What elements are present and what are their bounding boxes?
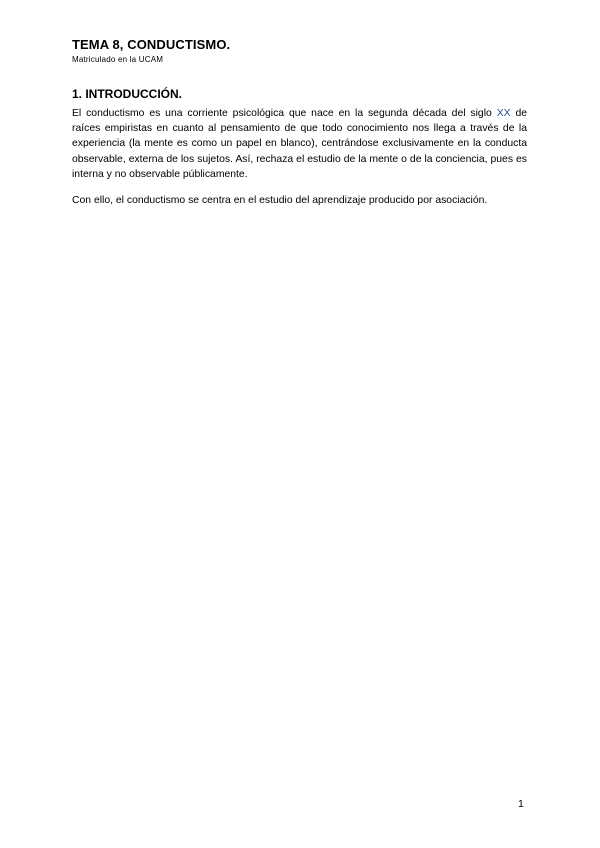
document-title: TEMA 8, CONDUCTISMO. (72, 37, 231, 52)
intro-paragraph-text-end: de raíces empiristas en cuanto al pensamiento de que todo conocimiento nos llega a través de la experiencia (la mente es como un papel en blanco), centrándose exclusivamente en la conducta observable, externa de los sujetos. Así, rechaza el estudio de la mente o de la conciencia, pues es interna y no observable públicamente. (72, 108, 527, 180)
intro-paragraph-text-start: El conductismo es una corriente psicológica que nace en la segunda década del siglo (72, 108, 497, 119)
document-subtitle: Matriculado en la UCAM (72, 55, 164, 64)
section-heading: 1. INTRODUCCIÓN. (72, 87, 183, 101)
century-highlight: XX (496, 108, 511, 119)
page-number: 1 (518, 798, 524, 810)
intro-paragraph (72, 106, 527, 182)
association-paragraph: Con ello, el conductismo se centra en el estudio del aprendizaje producido por asociación. (72, 195, 488, 206)
